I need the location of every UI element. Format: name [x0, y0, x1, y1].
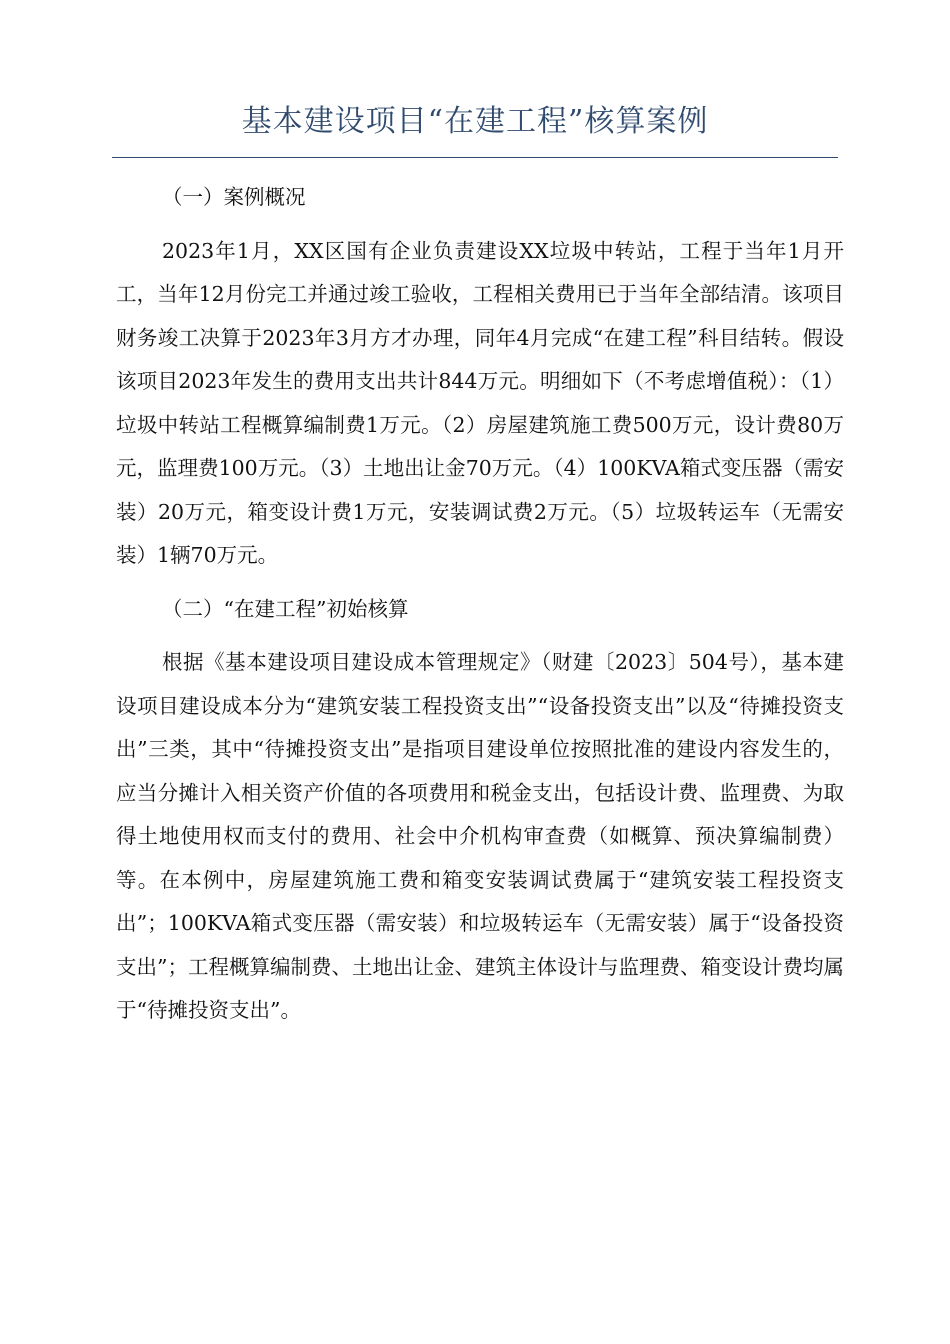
section-heading-initial-accounting: （二）“在建工程”初始核算 — [162, 596, 409, 621]
spacer — [116, 220, 844, 230]
section-paragraph-overview: 2023年1月，XX区国有企业负责建设XX垃圾中转站，工程于当年1月开工，当年12月份完工并通过竣工验收，工程相关费用已于当年全部结清。该项目财务竣工决算于2023年3月方才办理，同年4月完成“在建工程”科目结转。假设该项目2023年发生的费用支出共计844万元。明细如下（不考虑增值税）：（1）垃圾中转站工程概算编制费1万元。（2）房屋建筑施工费500万元，设计费80万元，监理费100万元。（3）土地出让金70万元。（4）100KVA箱式变压器（需安装）20万元，箱变设计费1万元，安装调试费2万元。（5）垃圾转运车（无需安装）1辆70万元。 — [116, 238, 844, 567]
section-paragraph-initial-accounting: 根据《基本建设项目建设成本管理规定》（财建〔2023〕504号），基本建设项目建设成本分为“建筑安装工程投资支出”“设备投资支出”以及“待摊投资支出”三类，其中“待摊投资支出”是指项目建设单位按照批准的建设内容发生的，应当分摊计入相关资产价值的各项费用和税金支出，包括设计费、监理费、为取得土地使用权而支付的费用、社会中介机构审查费（如概算、预决算编制费）等。在本例中，房屋建筑施工费和箱变安装调试费属于“建筑安装工程投资支出”；100KVA箱式变压器（需安装）和垃圾转运车（无需安装）属于“设备投资支出”；工程概算编制费、土地出让金、建筑主体设计与监理费、箱变设计费均属于“待摊投资支出”。 — [116, 650, 844, 1022]
document-body — [116, 176, 844, 1033]
section-heading-overview: （一）案例概况 — [162, 185, 306, 209]
document-title: 基本建设项目“在建工程”核算案例 — [241, 104, 709, 139]
title-divider — [112, 157, 838, 158]
spacer — [116, 578, 844, 588]
spacer — [116, 631, 844, 641]
